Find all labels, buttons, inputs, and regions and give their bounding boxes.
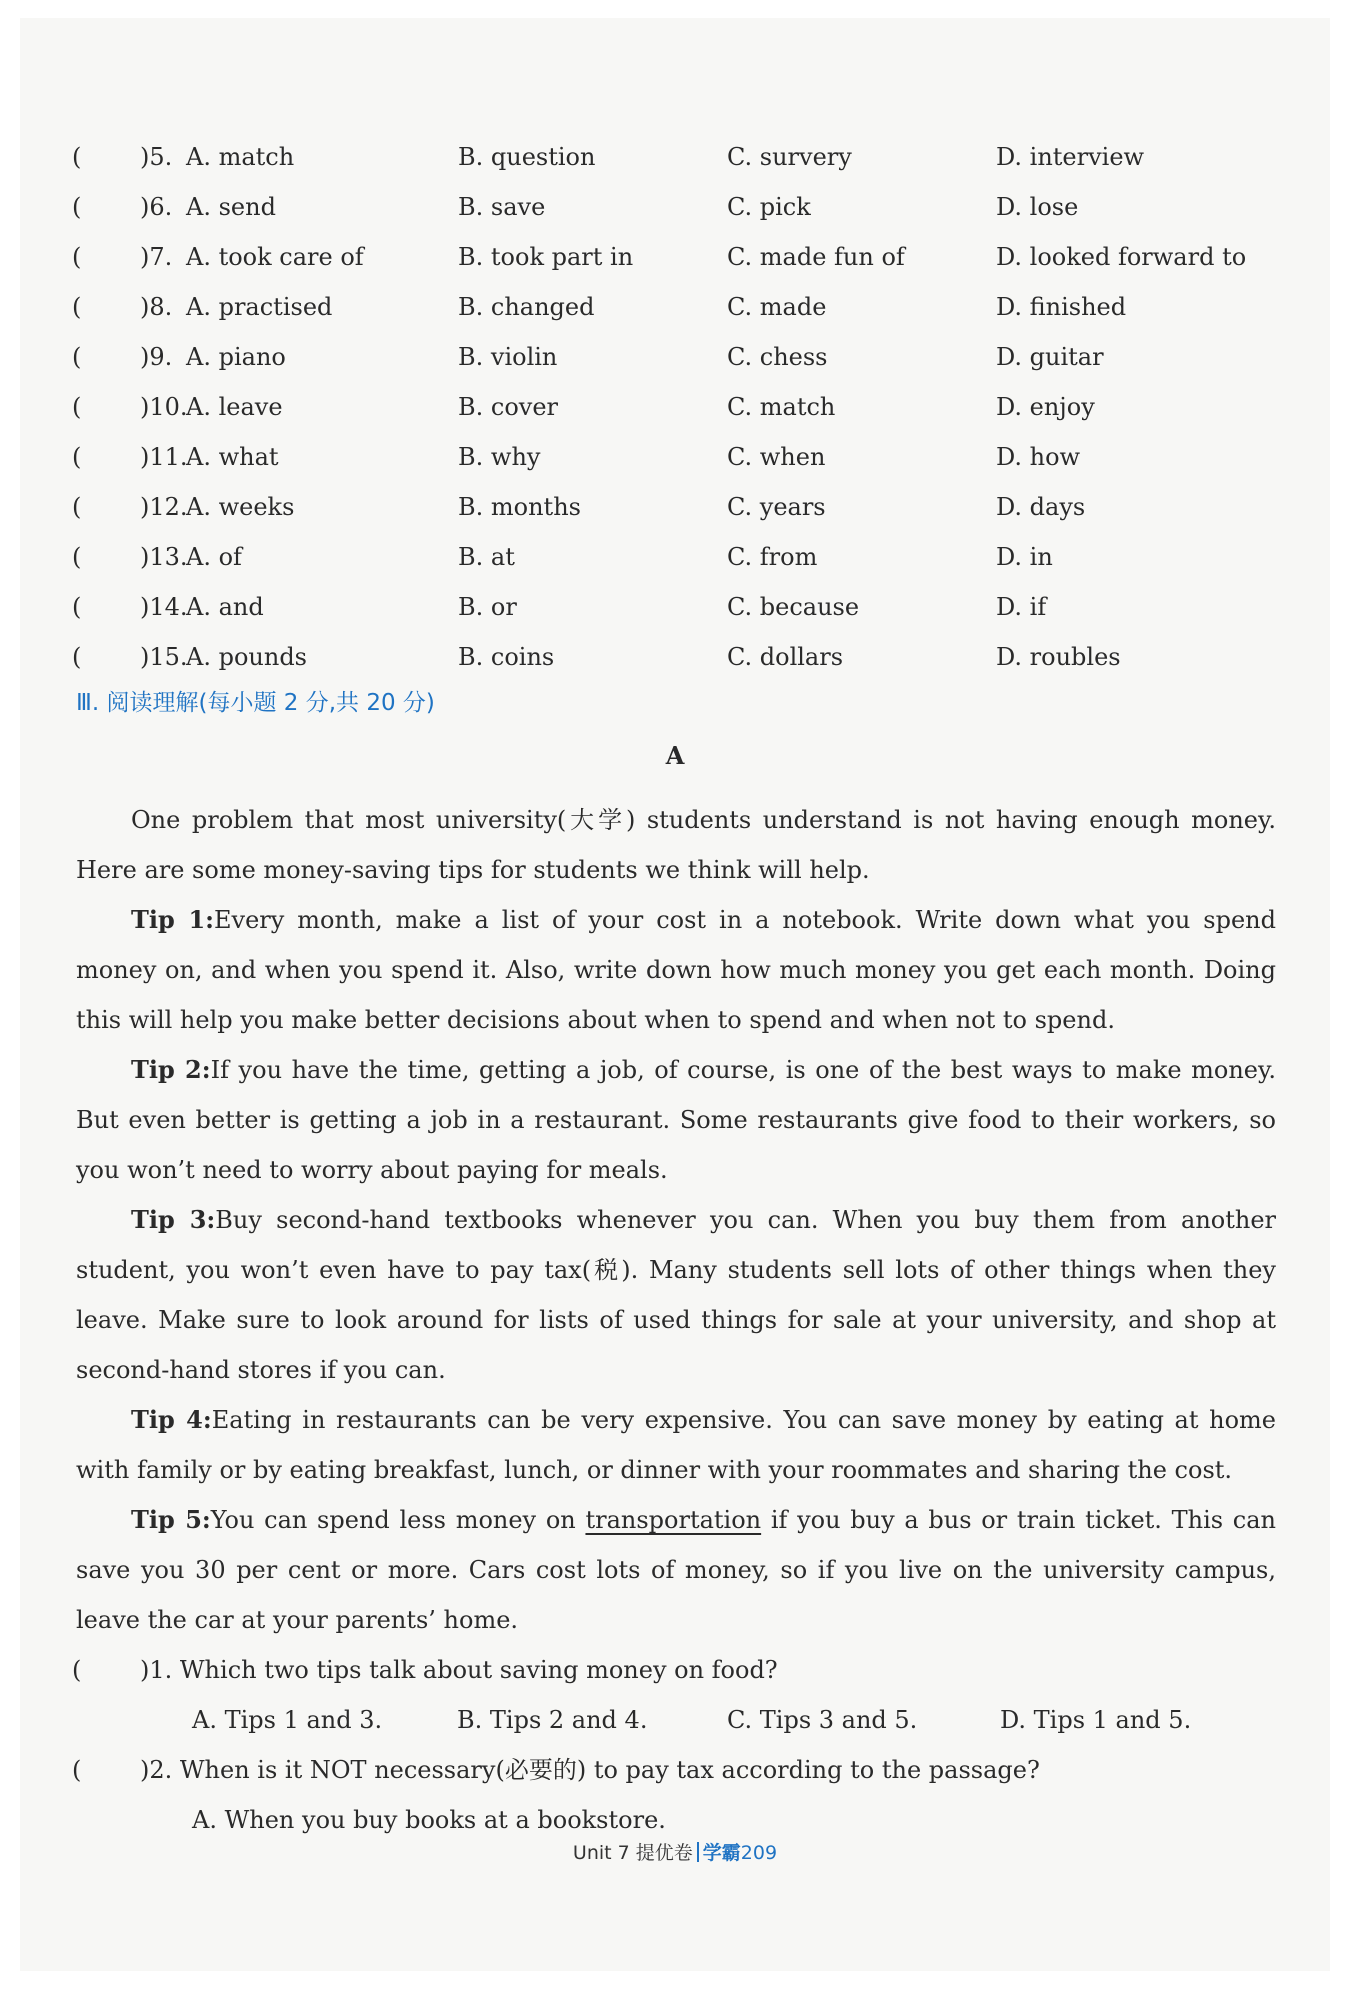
answer-blank[interactable]: ( <box>72 643 82 671</box>
option-d[interactable]: D. lose <box>996 193 1079 221</box>
answer-blank[interactable]: ( <box>72 1656 82 1684</box>
option-c[interactable]: C. pick <box>727 193 811 221</box>
option-a[interactable]: A. of <box>186 543 242 571</box>
option-d[interactable]: D. if <box>996 593 1047 621</box>
cloze-option-row <box>0 285 1350 329</box>
option-d[interactable]: D. how <box>996 443 1081 471</box>
option-d[interactable]: D. interview <box>996 143 1145 171</box>
passage-letter: A <box>665 741 685 770</box>
answer-blank[interactable]: ( <box>72 543 82 571</box>
option-d[interactable]: D. finished <box>996 293 1127 321</box>
tip-4-label: Tip 4 <box>131 1405 203 1434</box>
cloze-option-row <box>0 485 1350 529</box>
choice-a[interactable]: A. Tips 1 and 3. <box>192 1706 383 1734</box>
question-number: )12. <box>140 493 188 521</box>
option-c[interactable]: C. match <box>727 393 836 421</box>
question-number: )6. <box>140 193 173 221</box>
answer-blank[interactable]: ( <box>72 293 82 321</box>
option-a[interactable]: A. send <box>186 193 276 221</box>
option-d[interactable]: D. days <box>996 493 1086 521</box>
option-d[interactable]: D. looked forward to <box>996 243 1247 271</box>
footer-divider <box>697 1842 699 1862</box>
tip-5-text-after: if you buy a bus or train ticket. This can save you 30 per cent or more. Cars cost lots of money, so if you live on the university campus, leave the car at your parents’ home. <box>76 1506 1277 1634</box>
footer-brand: 学霸 <box>702 1842 741 1864</box>
tip-5-sep: : <box>201 1505 211 1534</box>
question-number: )8. <box>140 293 173 321</box>
option-b[interactable]: B. coins <box>458 643 555 671</box>
cloze-option-row <box>0 535 1350 579</box>
tip-3-paragraph <box>76 1195 1276 1395</box>
answer-blank[interactable]: ( <box>72 343 82 371</box>
choice-c[interactable]: C. Tips 3 and 5. <box>727 1706 918 1734</box>
tip-4-paragraph <box>76 1395 1276 1495</box>
option-b[interactable]: B. changed <box>458 293 595 321</box>
tip-1-sep: : <box>205 905 215 934</box>
cloze-option-row <box>0 585 1350 629</box>
option-d[interactable]: D. roubles <box>996 643 1121 671</box>
option-c[interactable]: C. years <box>727 493 826 521</box>
option-b[interactable]: B. violin <box>458 343 558 371</box>
question-number: )13. <box>140 543 188 571</box>
answer-blank[interactable]: ( <box>72 593 82 621</box>
question-number: )11. <box>140 443 188 471</box>
question-1-stem: )1. Which two tips talk about saving money on food? <box>140 1656 778 1684</box>
question-number: )14. <box>140 593 188 621</box>
answer-blank[interactable]: ( <box>72 243 82 271</box>
question-number: )10. <box>140 393 188 421</box>
option-a[interactable]: A. leave <box>186 393 283 421</box>
question-number: )7. <box>140 243 173 271</box>
answer-blank[interactable]: ( <box>72 1756 82 1784</box>
answer-blank[interactable]: ( <box>72 143 82 171</box>
footer-unit: Unit 7 提优卷 <box>572 1842 693 1864</box>
question-number: )5. <box>140 143 173 171</box>
option-c[interactable]: C. because <box>727 593 860 621</box>
tip-2-label: Tip 2 <box>131 1055 202 1084</box>
cloze-option-row <box>0 335 1350 379</box>
choice-b[interactable]: B. Tips 2 and 4. <box>457 1706 648 1734</box>
passage-intro <box>76 795 1276 895</box>
section-title: Ⅲ. 阅读理解(每小题 2 分,共 20 分) <box>76 690 435 716</box>
option-c[interactable]: C. survery <box>727 143 852 171</box>
option-a[interactable]: A. took care of <box>186 243 364 271</box>
cloze-option-row <box>0 435 1350 479</box>
option-c[interactable]: C. chess <box>727 343 828 371</box>
tip-1-label: Tip 1 <box>131 905 206 934</box>
option-a[interactable]: A. match <box>186 143 295 171</box>
option-a[interactable]: A. and <box>186 593 264 621</box>
question-number: )15. <box>140 643 188 671</box>
answer-blank[interactable]: ( <box>72 493 82 521</box>
option-a[interactable]: A. pounds <box>186 643 307 671</box>
cloze-option-row <box>0 235 1350 279</box>
option-d[interactable]: D. in <box>996 543 1053 571</box>
option-b[interactable]: B. took part in <box>458 243 634 271</box>
answer-blank[interactable]: ( <box>72 393 82 421</box>
answer-blank[interactable]: ( <box>72 443 82 471</box>
option-a[interactable]: A. piano <box>186 343 286 371</box>
option-c[interactable]: C. made <box>727 293 827 321</box>
question-1 <box>72 1645 1292 1695</box>
tip-4-text: Eating in restaurants can be very expensive. You can save money by eating at home with family or by eating breakfast, lunch, or dinner with your roommates and sharing the cost. <box>76 1406 1277 1484</box>
option-b[interactable]: B. or <box>458 593 517 621</box>
underlined-word: transportation <box>585 1506 762 1534</box>
tip-5-label: Tip 5 <box>131 1505 202 1534</box>
option-c[interactable]: C. made fun of <box>727 243 905 271</box>
option-b[interactable]: B. at <box>458 543 515 571</box>
choice-a[interactable]: A. When you buy books at a bookstore. <box>192 1806 666 1834</box>
tip-3-text: Buy second-hand textbooks whenever you can. When you buy them from another student, you won’t even have to pay tax(税). Many students sell lots of other things when they leave. Make sure to look around for lists of used things for sale at your university, and shop at second-hand stores if you can. <box>76 1206 1276 1384</box>
page-number: 209 <box>740 1842 778 1864</box>
option-c[interactable]: C. from <box>727 543 818 571</box>
tip-1-paragraph <box>76 895 1276 1045</box>
option-c[interactable]: C. dollars <box>727 643 844 671</box>
tip-5-text-before: You can spend less money on <box>210 1506 586 1534</box>
option-d[interactable]: D. guitar <box>996 343 1104 371</box>
tip-3-sep: : <box>206 1205 216 1234</box>
option-b[interactable]: B. months <box>458 493 581 521</box>
tip-2-sep: : <box>201 1055 211 1084</box>
cloze-option-row <box>0 635 1350 679</box>
option-a[interactable]: A. what <box>186 443 279 471</box>
answer-blank[interactable]: ( <box>72 193 82 221</box>
option-b[interactable]: B. why <box>458 443 541 471</box>
page-footer <box>0 1838 1350 1868</box>
tip-5-paragraph <box>76 1495 1276 1645</box>
question-number: )9. <box>140 343 173 371</box>
option-a[interactable]: A. weeks <box>186 493 295 521</box>
tip-3-label: Tip 3 <box>131 1205 207 1234</box>
option-c[interactable]: C. when <box>727 443 826 471</box>
choice-d[interactable]: D. Tips 1 and 5. <box>1000 1706 1192 1734</box>
option-a[interactable]: A. practised <box>186 293 333 321</box>
cloze-option-row <box>0 135 1350 179</box>
cloze-option-row <box>0 385 1350 429</box>
tip-2-text: If you have the time, getting a job, of course, is one of the best ways to make money. But even better is getting a job in a restaurant. Some restaurants give food to their workers, so you won’t need to worry about paying for meals. <box>76 1056 1277 1184</box>
tip-4-sep: : <box>202 1405 212 1434</box>
option-b[interactable]: B. save <box>458 193 546 221</box>
passage-intro-text: One problem that most university(大学) students understand is not having enough money. Here are some money-saving tips for students we think will help. <box>76 806 1276 884</box>
option-b[interactable]: B. cover <box>458 393 559 421</box>
tip-2-paragraph <box>76 1045 1276 1195</box>
question-2-stem: )2. When is it NOT necessary(必要的) to pay tax according to the passage? <box>140 1756 1040 1784</box>
cloze-option-row <box>0 185 1350 229</box>
tip-1-text: Every month, make a list of your cost in a notebook. Write down what you spend money on, and when you spend it. Also, write down how much money you get each month. Doing this will help you make better decisions about when to spend and when not to spend. <box>76 906 1277 1034</box>
option-d[interactable]: D. enjoy <box>996 393 1095 421</box>
option-b[interactable]: B. question <box>458 143 596 171</box>
question-2 <box>72 1745 1292 1795</box>
